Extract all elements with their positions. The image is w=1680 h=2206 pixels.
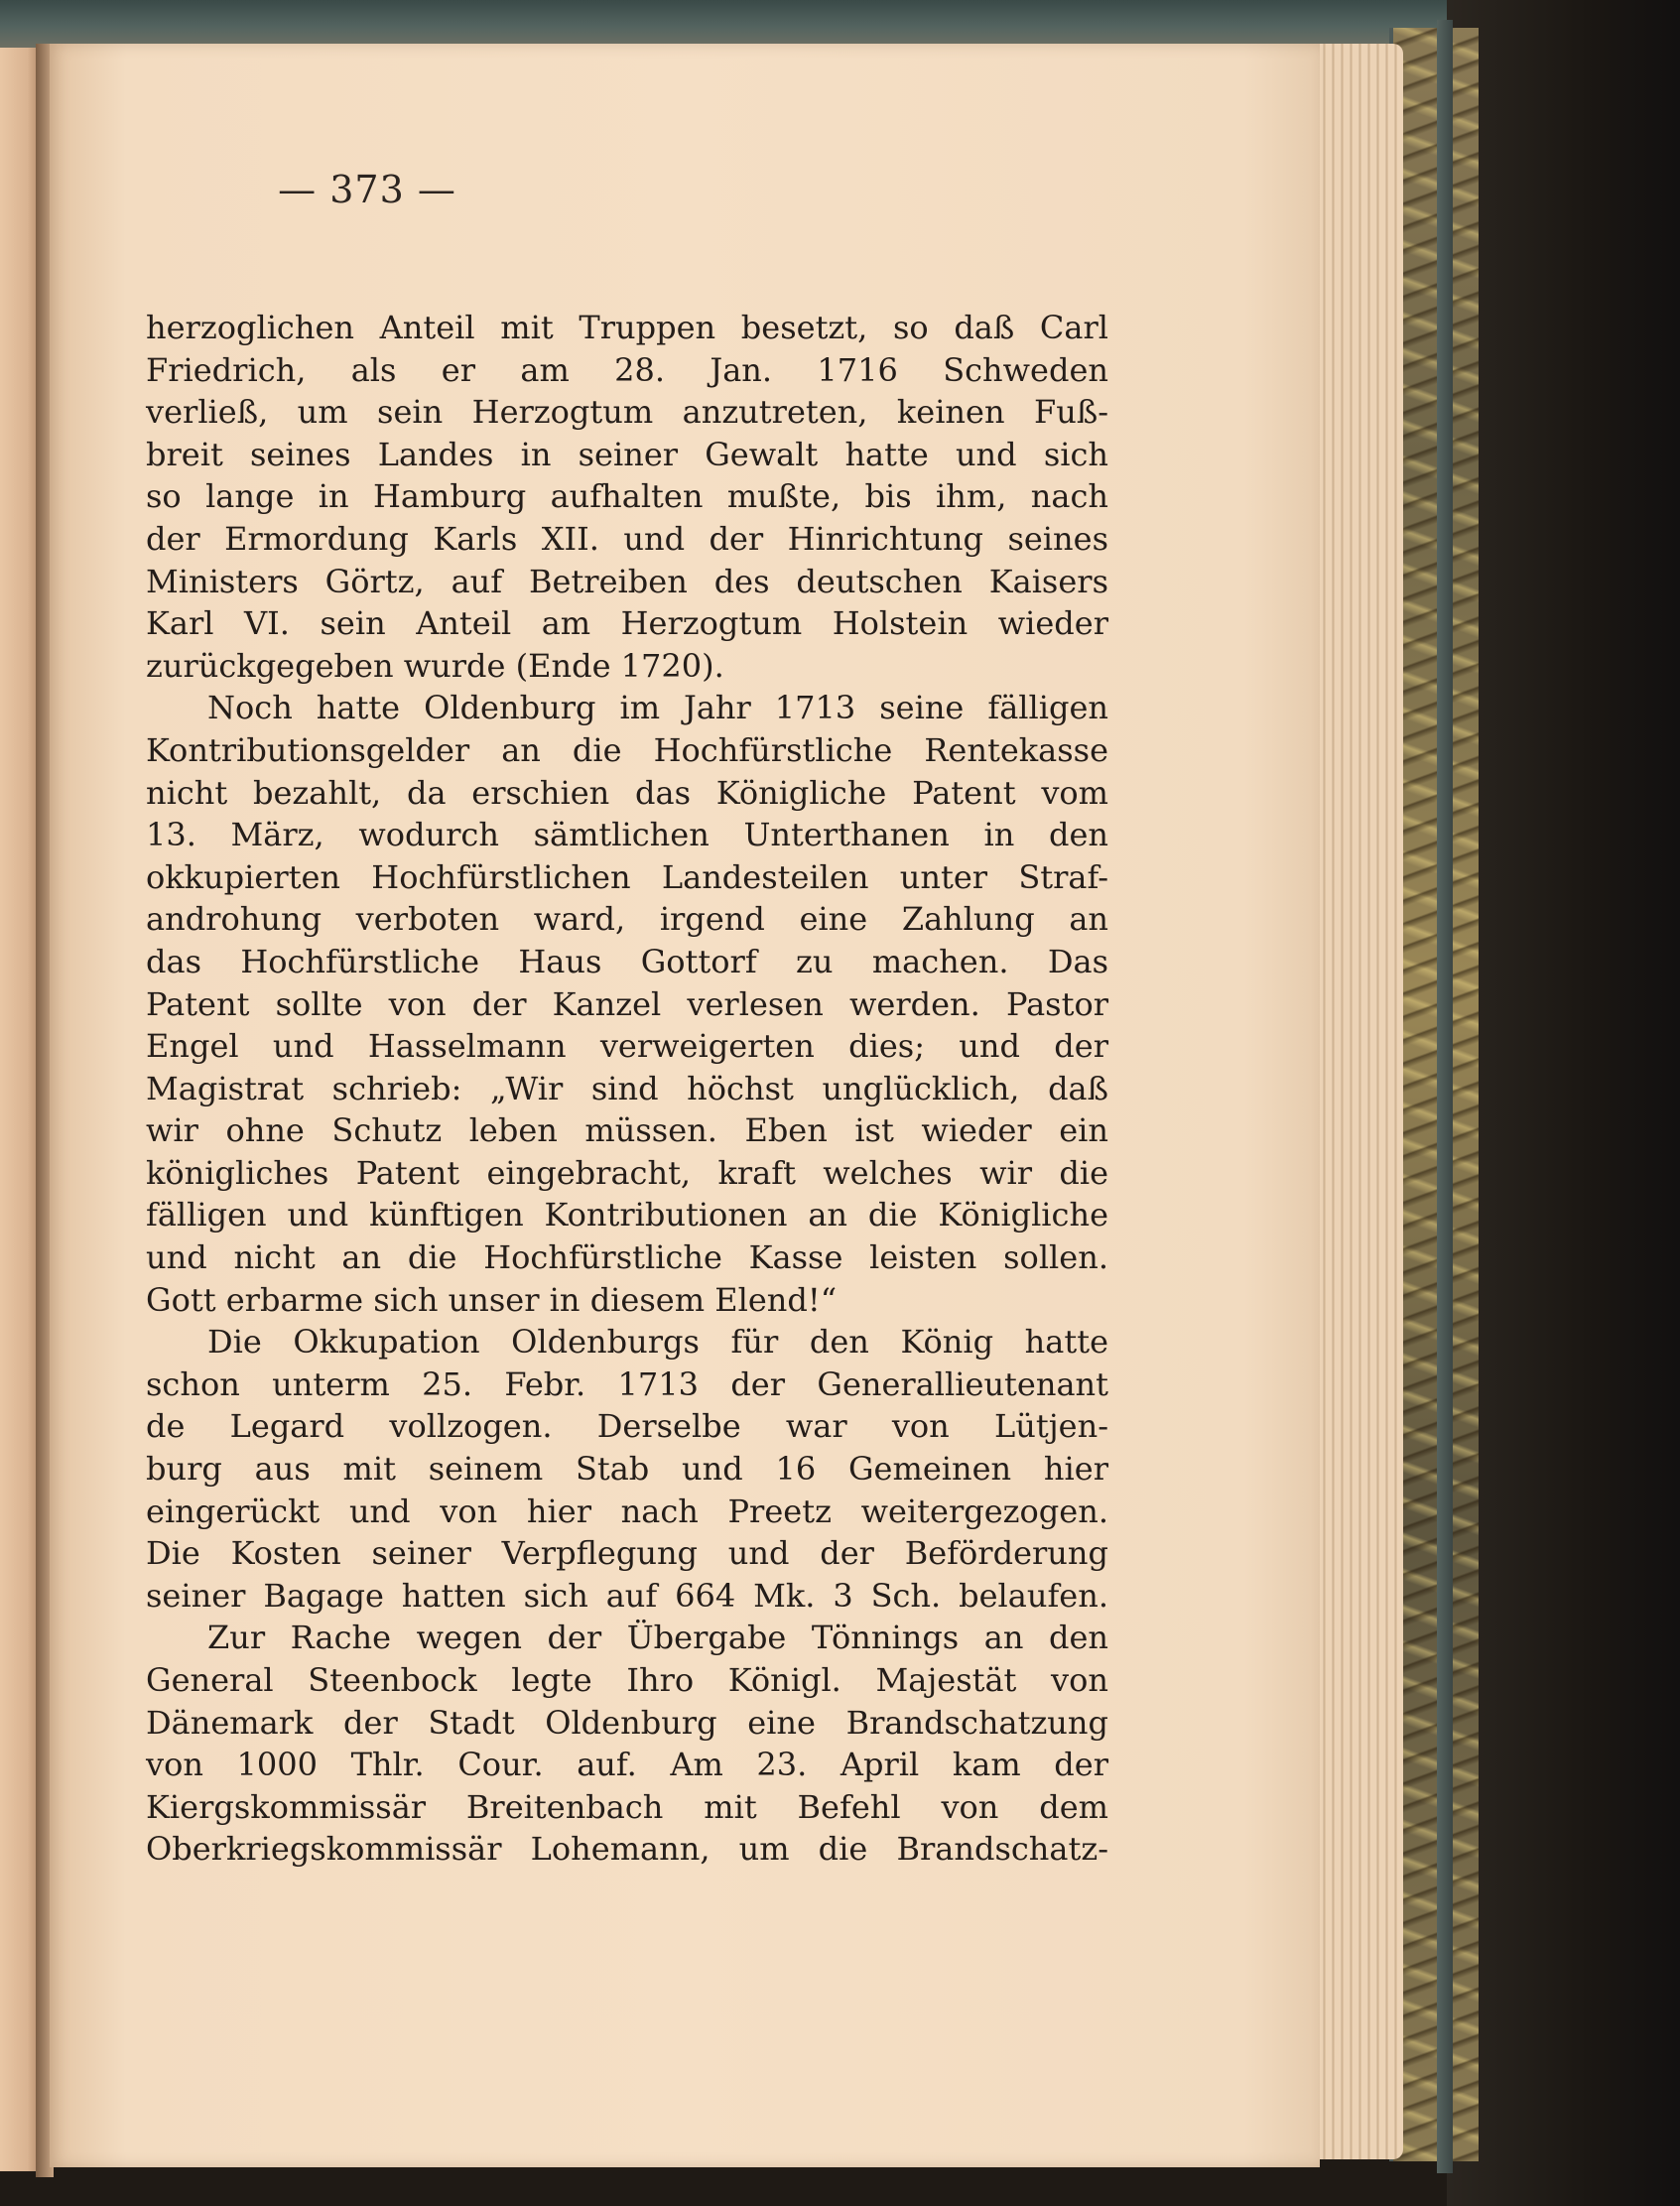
cloth-spine-edge <box>1437 20 1453 2173</box>
text-line: der Ermordung Karls XII. und der Hinrichtung seines <box>146 519 1108 558</box>
text-line: Engel und Hasselmann verweigerten dies; und der <box>146 1027 1108 1066</box>
text-line: General Steenbock legte Ihro Königl. Majestät von <box>146 1661 1108 1699</box>
book-cover-top <box>0 0 1447 48</box>
text-line: Friedrich, als er am 28. Jan. 1716 Schweden <box>146 350 1108 389</box>
text-line: Magistrat schrieb: „Wir sind höchst unglücklich, daß <box>146 1069 1108 1107</box>
text-line: Die Kosten seiner Verpflegung und der Beförderung <box>146 1534 1108 1573</box>
text-line: de Legard vollzogen. Derselbe war von Lütjen- <box>146 1407 1108 1446</box>
text-line: Die Okkupation Oldenburgs für den König hatte <box>207 1323 1108 1362</box>
text-line: 13. März, wodurch sämtlichen Unterthanen in den <box>146 816 1108 854</box>
text-line: Oberkriegskommissär Lohemann, um die Brandschatz- <box>146 1830 1108 1869</box>
text-line: Patent sollte von der Kanzel verlesen werden. Pastor <box>146 984 1108 1023</box>
page-block-edges <box>1308 44 1403 2159</box>
text-line: eingerückt und von hier nach Preetz weitergezogen. <box>146 1492 1108 1530</box>
text-line: okkupierten Hochfürstlichen Landesteilen unter Straf- <box>146 857 1108 896</box>
text-line: fälligen und künftigen Kontributionen an die Königliche <box>146 1196 1108 1234</box>
text-line: von 1000 Thlr. Cour. auf. Am 23. April kam der <box>146 1746 1108 1784</box>
text-line: und nicht an die Hochfürstliche Kasse leisten sollen. <box>146 1238 1108 1277</box>
text-line: wir ohne Schutz leben müssen. Eben ist wieder ein <box>146 1111 1108 1150</box>
text-line: Kiergskommissär Breitenbach mit Befehl von dem <box>146 1787 1108 1826</box>
text-line: seiner Bagage hatten sich auf 664 Mk. 3 Sch. belaufen. <box>146 1576 1108 1615</box>
left-page-edge <box>0 48 40 2171</box>
text-line: burg aus mit seinem Stab und 16 Gemeinen hier <box>146 1450 1108 1489</box>
text-line: breit seines Landes in seiner Gewalt hatte und sich <box>146 435 1108 473</box>
text-line: königliches Patent eingebracht, kraft welches wir die <box>146 1153 1108 1192</box>
backdrop <box>1447 0 1680 2206</box>
text-line: Karl VI. sein Anteil am Herzogtum Holstein wieder <box>146 604 1108 643</box>
text-line: verließ, um sein Herzogtum anzutreten, keinen Fuß- <box>146 393 1108 432</box>
text-line: Gott erbarme sich unser in diesem Elend!“ <box>146 1280 838 1319</box>
page-number: — 373 — <box>278 168 456 211</box>
text-line: so lange in Hamburg aufhalten mußte, bis ihm, nach <box>146 477 1108 516</box>
text-line: Dänemark der Stadt Oldenburg eine Brandschatzung <box>146 1703 1108 1742</box>
text-line: das Hochfürstliche Haus Gottorf zu machen. Das <box>146 942 1108 980</box>
text-line: Ministers Görtz, auf Betreiben des deutschen Kaisers <box>146 562 1108 600</box>
text-line: androhung verboten ward, irgend eine Zahlung an <box>146 900 1108 939</box>
text-line: herzoglichen Anteil mit Truppen besetzt, so daß Carl <box>146 309 1108 346</box>
text-line: Noch hatte Oldenburg im Jahr 1713 seine fälligen <box>207 689 1108 727</box>
text-line: Kontributionsgelder an die Hochfürstliche Rentekasse <box>146 730 1108 769</box>
text-line: zurückgegeben wurde (Ende 1720). <box>146 646 724 685</box>
book-page <box>50 44 1320 2167</box>
text-line: nicht bezahlt, da erschien das Königliche Patent vom <box>146 773 1108 812</box>
text-line: Zur Rache wegen der Übergabe Tönnings an den <box>207 1619 1108 1657</box>
body-text <box>146 307 1108 1871</box>
text-line: schon unterm 25. Febr. 1713 der Generallieutenant <box>146 1364 1108 1403</box>
